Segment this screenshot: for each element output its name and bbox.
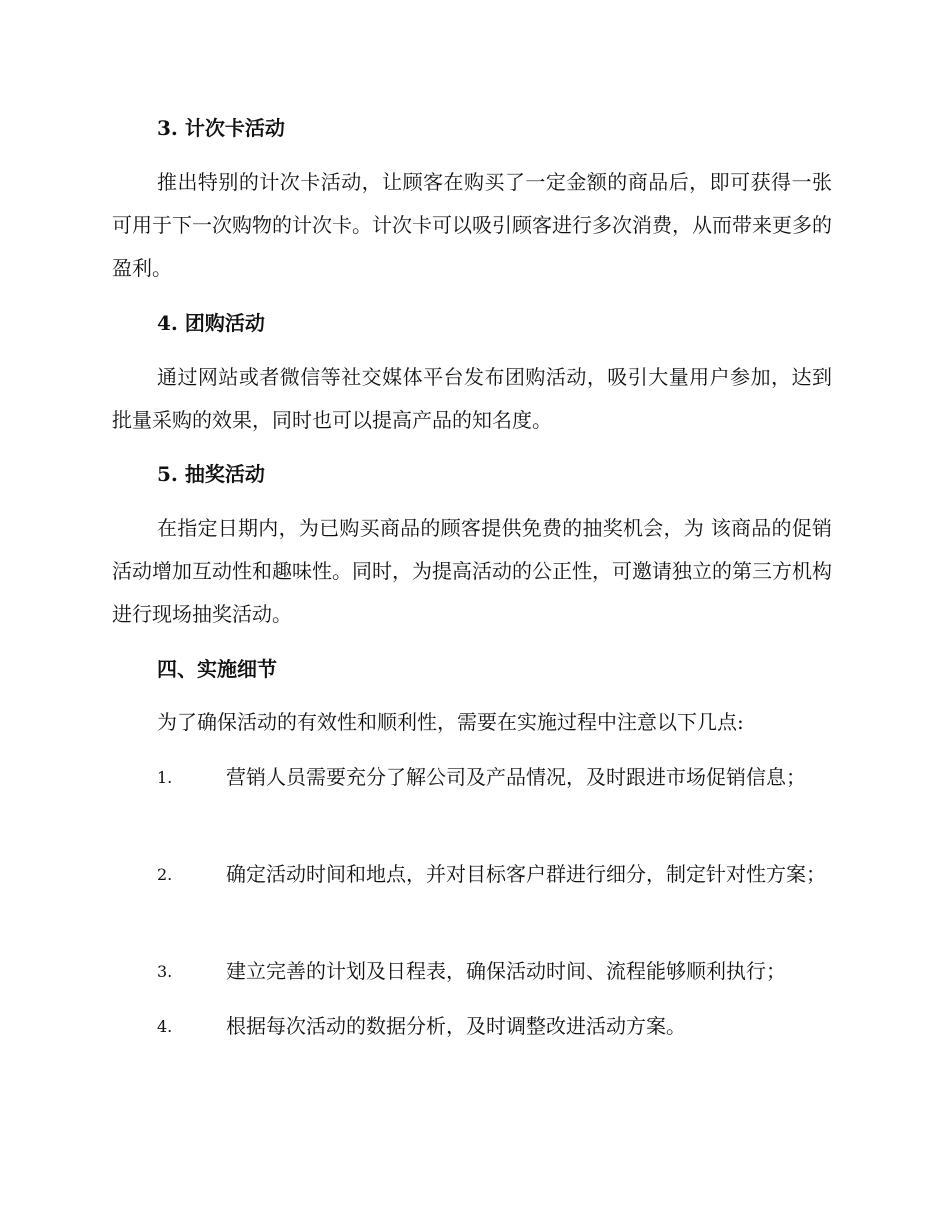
implementation-heading: 四、实施细节: [157, 657, 277, 681]
list-item: [112, 853, 832, 896]
list-item-number: 4.: [157, 1017, 173, 1036]
list-item: [112, 756, 832, 799]
list-item-number: 1.: [157, 768, 173, 787]
section-text-lottery: 在指定日期内，为已购买商品的顾客提供免费的抽奖机会，为 该商品的促销活动增加互动性和趣味性。同时，为提高活动的公正性，可邀请独立的第三方机构进行现场抽奖活动。: [112, 516, 832, 626]
section-text-group-buy: 通过网站或者微信等社交媒体平台发布团购活动，吸引大量用户参加，达到批量采购的效果，同时也可以提高产品的知名度。: [112, 365, 832, 432]
list-item-number: 2.: [157, 865, 173, 884]
list-item-text: 根据每次活动的数据分析，及时调整改进活动方案。: [226, 1014, 686, 1038]
section-heading-punch-card: 3. 计次卡活动: [157, 116, 285, 140]
section-heading-lottery: 5. 抽奖活动: [157, 462, 265, 486]
list-item-text: 确定活动时间和地点，并对目标客户群进行细分，制定针对性方案；: [226, 862, 826, 886]
implementation-intro: 为了确保活动的有效性和顺利性，需要在实施过程中注意以下几点:: [157, 710, 744, 734]
list-item: [112, 1005, 832, 1048]
section-text-punch-card: 推出特别的计次卡活动，让顾客在购买了一定金额的商品后，即可获得一张可用于下一次购物的计次卡。计次卡可以吸引顾客进行多次消费，从而带来更多的盈利。: [112, 170, 832, 280]
list-item-text: 营销人员需要充分了解公司及产品情况，及时跟进市场促销信息；: [226, 765, 806, 789]
list-item: [112, 950, 832, 993]
section-heading-group-buy: 4. 团购活动: [157, 311, 265, 335]
list-item-text: 建立完善的计划及日程表，确保活动时间、流程能够顺利执行；: [226, 959, 786, 983]
list-item-number: 3.: [157, 962, 173, 981]
